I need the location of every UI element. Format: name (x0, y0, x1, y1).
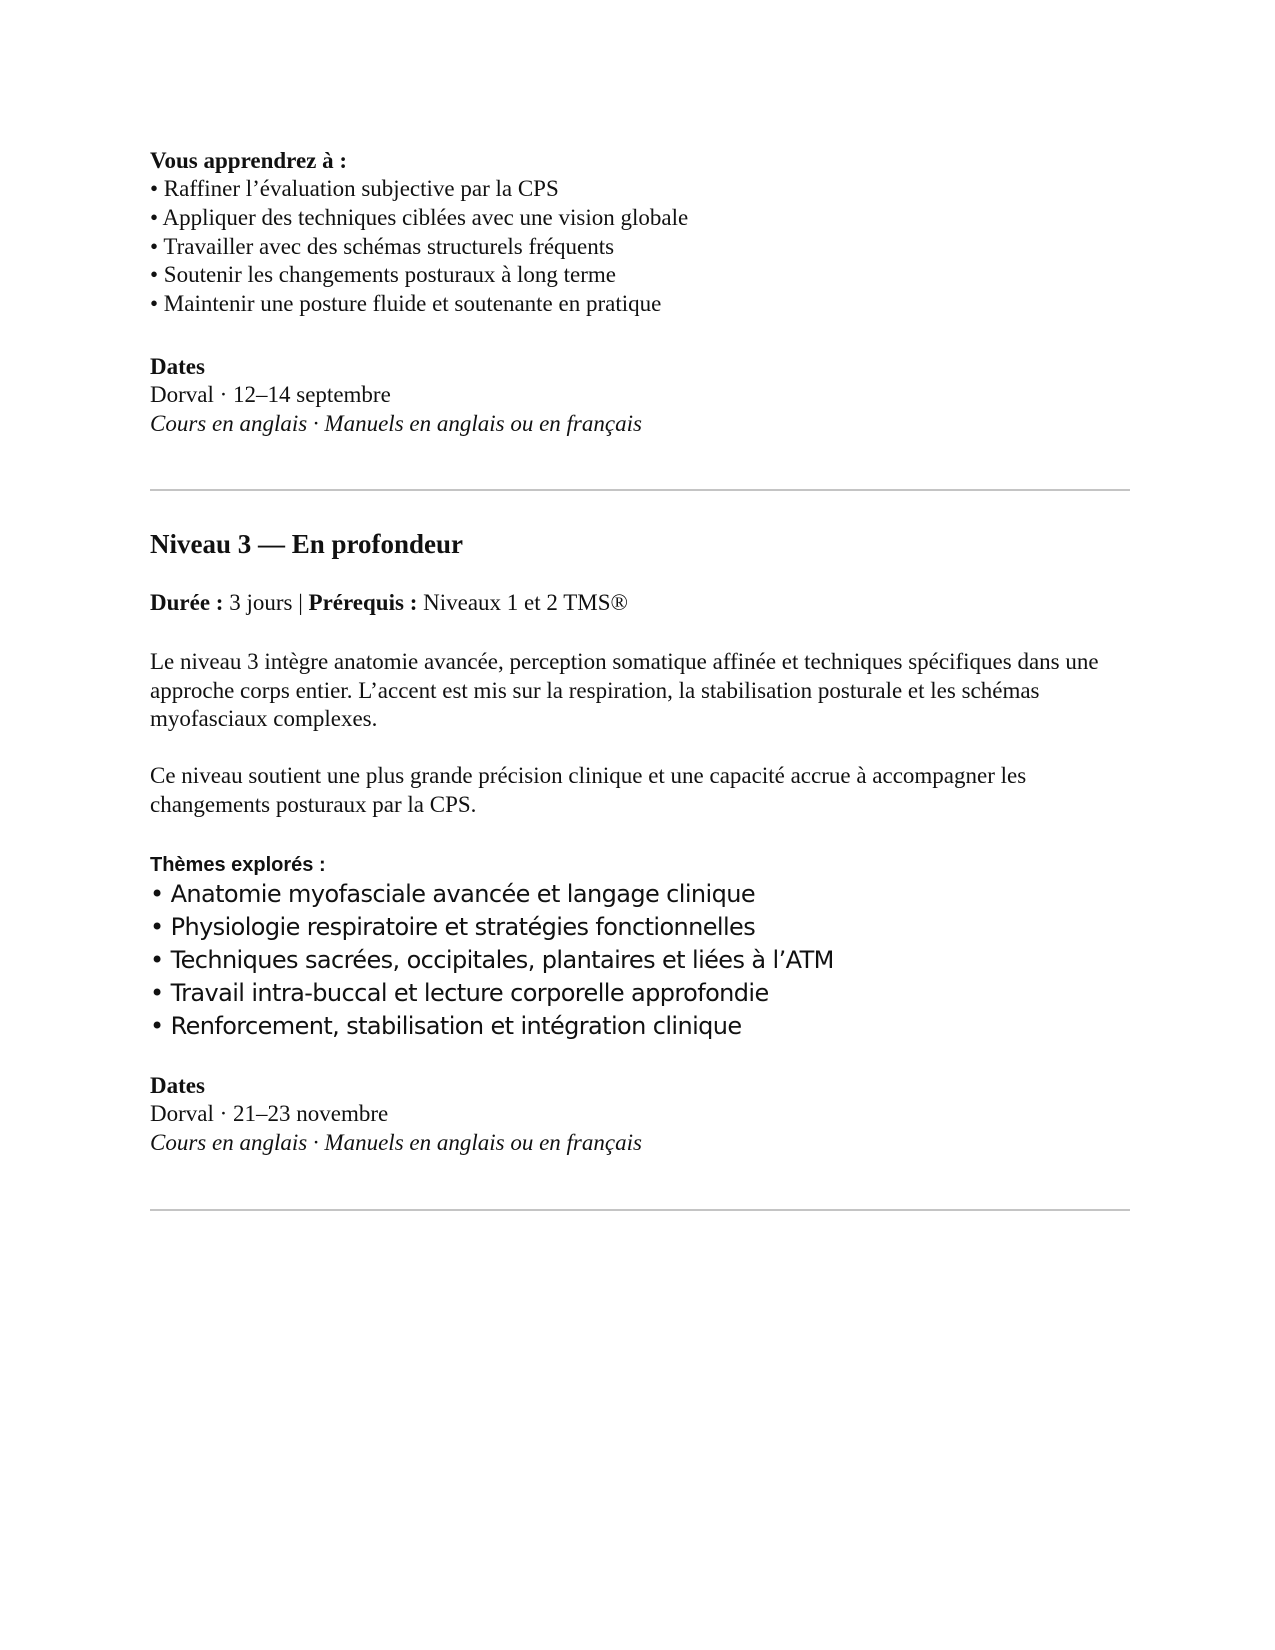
list-item: • Raffiner l’évaluation subjective par la CPS (150, 176, 559, 201)
level3-title: Niveau 3 — En profondeur (150, 529, 464, 559)
level3-meta (150, 589, 1130, 618)
dates-heading: Dates (150, 354, 205, 379)
learn-section (150, 147, 1130, 319)
dates-location: Dorval · 21–23 novembre (150, 1101, 389, 1126)
dates-note: Cours en anglais · Manuels en anglais ou en français (150, 1129, 642, 1155)
list-item: • Anatomie myofasciale avancée et langage clinique (150, 880, 755, 908)
dates-note: Cours en anglais · Manuels en anglais ou en français (150, 410, 642, 436)
list-item: • Techniques sacrées, occipitales, plantaires et liées à l’ATM (150, 946, 834, 974)
list-item: • Renforcement, stabilisation et intégration clinique (150, 1012, 742, 1040)
themes-list (150, 878, 1130, 1043)
divider (150, 1209, 1130, 1211)
duration-label: Durée : (150, 590, 224, 615)
list-item: • Appliquer des techniques ciblées avec une vision globale (150, 204, 689, 230)
duration-value: 3 jours | (223, 590, 309, 615)
divider (150, 489, 1130, 491)
level3-paragraph-2: Ce niveau soutient une plus grande précision clinique et une capacité accrue à accompagner les changements posturaux par la CPS. (150, 763, 1027, 817)
prereq-value: Niveaux 1 et 2 TMS® (417, 590, 628, 615)
list-item: • Travail intra-buccal et lecture corporelle approfondie (150, 979, 769, 1007)
dates-section-level2 (150, 353, 1130, 438)
list-item: • Physiologie respiratoire et stratégies fonctionnelles (150, 913, 756, 941)
themes-section (150, 852, 1130, 1043)
learn-heading: Vous apprendrez à : (150, 148, 348, 173)
learn-list (150, 175, 1130, 319)
prereq-label: Prérequis : (308, 590, 418, 615)
list-item: • Travailler avec des schémas structurels fréquents (150, 233, 615, 259)
themes-heading: Thèmes explorés : (150, 854, 326, 876)
dates-section-level3 (150, 1072, 1130, 1157)
list-item: • Soutenir les changements posturaux à long terme (150, 262, 617, 288)
list-item: • Maintenir une posture fluide et soutenante en pratique (150, 291, 662, 317)
level3-paragraph-1: Le niveau 3 intègre anatomie avancée, perception somatique affinée et techniques spécifiques dans une approche corps entier. L’accent est mis sur la respiration, la stabilisation posturale et les schémas myofasciaux complexes. (150, 649, 1099, 731)
dates-location: Dorval · 12–14 septembre (150, 382, 391, 407)
dates-heading: Dates (150, 1073, 205, 1098)
